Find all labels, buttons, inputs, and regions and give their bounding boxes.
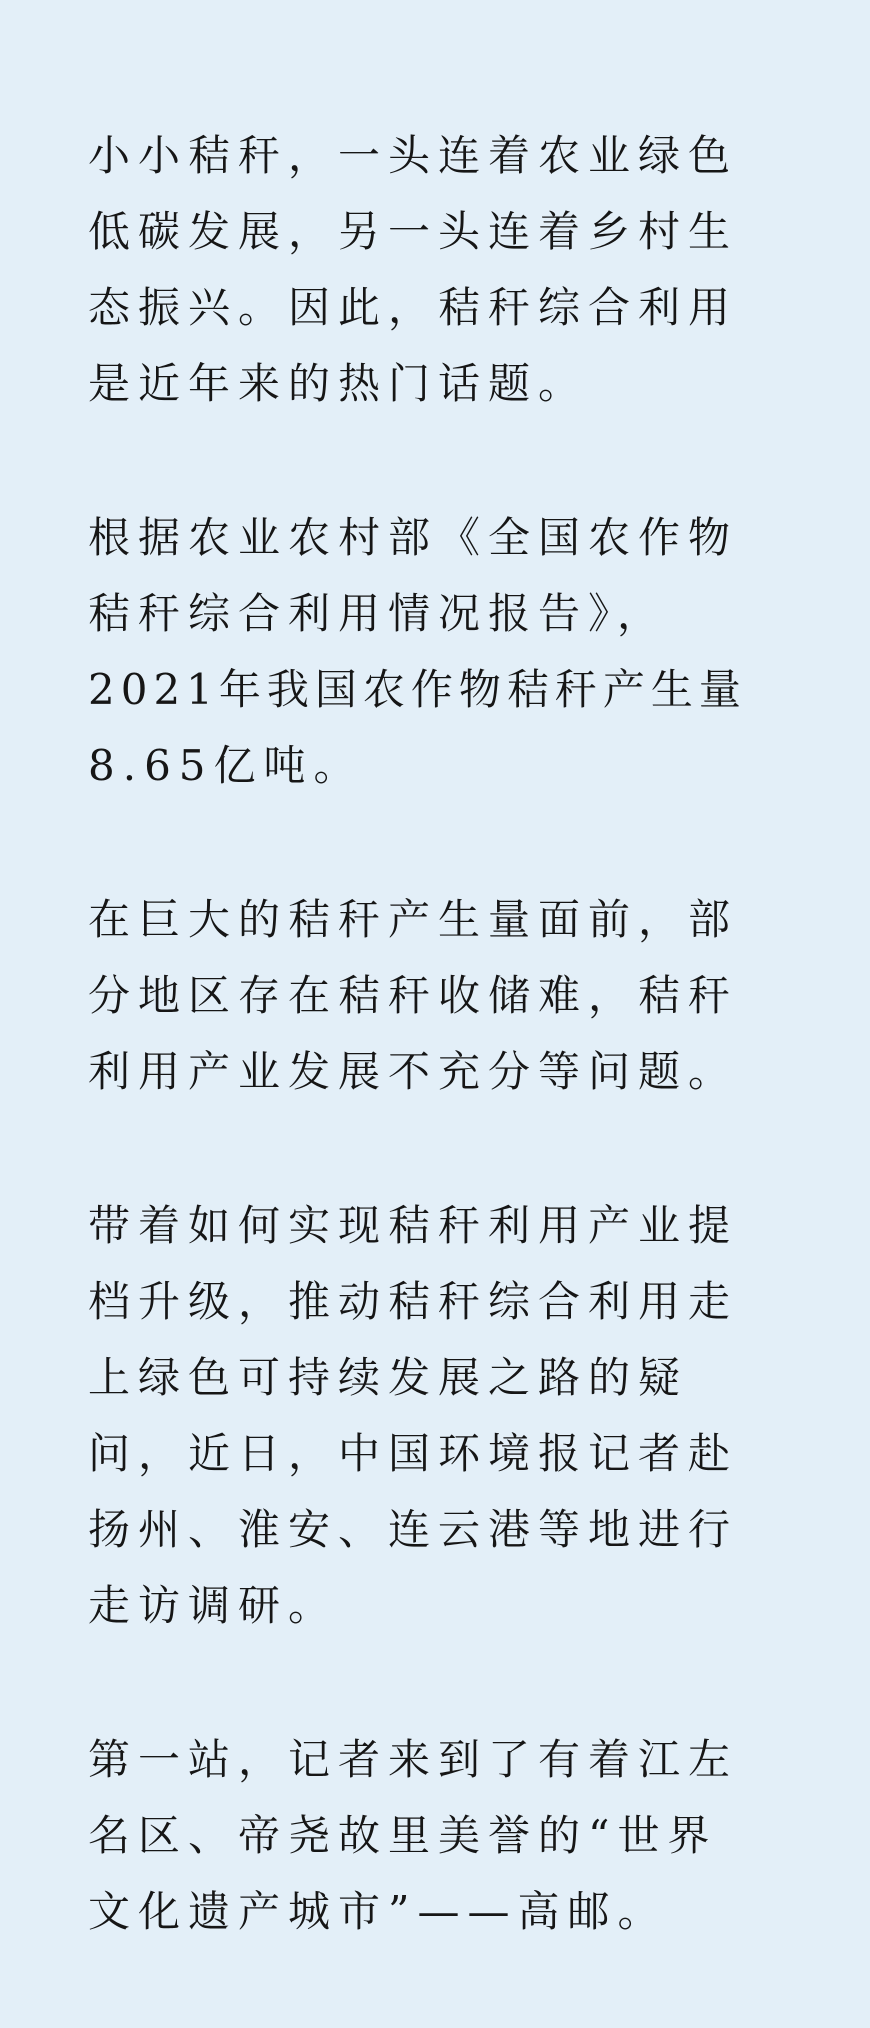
- text-line: 扬州、淮安、连云港等地进行: [88, 1505, 739, 1554]
- text-line: 带着如何实现秸秆利用产业提: [88, 1201, 739, 1250]
- text-line: 名区、帝尧故里美誉的“世界: [88, 1811, 718, 1860]
- paragraph-report-data: [88, 500, 788, 804]
- paragraph-gaoyou: [88, 1722, 788, 1950]
- text-line: 低碳发展，另一头连着乡村生: [88, 207, 739, 256]
- paragraph-investigation: [88, 1188, 788, 1644]
- text-line: 小小秸秆，一头连着农业绿色: [88, 131, 739, 180]
- text-line: 利用产业发展不充分等问题。: [88, 1047, 739, 1096]
- text-line: 分地区存在秸秆收储难，秸秆: [88, 971, 739, 1020]
- text-line: 文化遗产城市”——高邮。: [88, 1887, 668, 1936]
- text-line: 档升级，推动秸秆综合利用走: [88, 1277, 739, 1326]
- article-text: [88, 118, 788, 2028]
- text-line: 根据农业农村部《全国农作物: [88, 513, 739, 562]
- text-line: 态振兴。因此，秸秆综合利用: [88, 283, 739, 332]
- text-line: 在巨大的秸秆产生量面前，部: [88, 895, 739, 944]
- text-line: 问，近日，中国环境报记者赴: [88, 1429, 739, 1478]
- text-line: 走访调研。: [88, 1581, 339, 1630]
- text-line: 2021年我国农作物秸秆产生量: [88, 665, 747, 714]
- text-line: 上绿色可持续发展之路的疑: [88, 1353, 689, 1402]
- text-line: 8.65亿吨。: [88, 741, 364, 790]
- text-line: 秸秆综合利用情况报告》，: [88, 589, 668, 638]
- paragraph-problems: [88, 882, 788, 1110]
- paragraph-straw-intro: [88, 118, 788, 422]
- text-line: 是近年来的热门话题。: [88, 359, 589, 408]
- text-line: 第一站，记者来到了有着江左: [88, 1735, 739, 1784]
